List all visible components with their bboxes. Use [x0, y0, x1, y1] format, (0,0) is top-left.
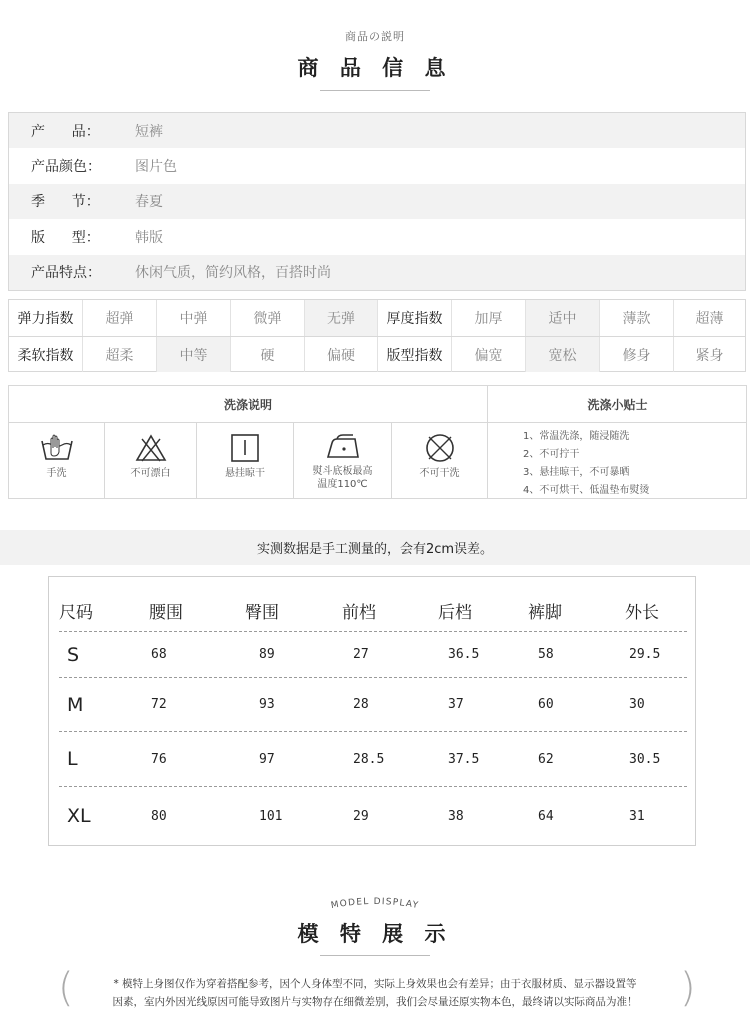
size-cell: XL [67, 805, 91, 827]
info-label: 季 节： [31, 194, 100, 211]
info-label: 版 型： [31, 229, 100, 246]
size-cell: 89 [259, 647, 275, 662]
product-info-table [8, 112, 746, 291]
size-header-cell: 后档 [438, 602, 472, 623]
disclaimer-line: 因素，室内外因光线原因可能导致图片与实物存在细微差别，我们会尽量还原实物本色，最终请以实际商品为准！ [112, 996, 638, 1008]
index-heading: 版型指数 [377, 337, 451, 372]
size-header-cell: 外长 [625, 602, 659, 623]
size-cell: 72 [151, 697, 167, 712]
size-cell: 37.5 [448, 751, 480, 767]
wash-tip: 3、悬挂晾干，不可暴晒 [523, 467, 630, 478]
size-cell: 58 [538, 647, 554, 662]
wash-icon-cell [293, 423, 391, 499]
wash-icon-label: 悬挂晾干 [225, 468, 265, 479]
section-subtitle: 商品の説明 [345, 30, 405, 43]
wash-icon-label: 手洗 [46, 468, 67, 479]
size-cell: 29 [353, 808, 369, 824]
info-value: 休闲气质，简约风格，百搭时尚 [135, 265, 331, 282]
info-row [9, 255, 745, 290]
size-cell: 64 [538, 808, 554, 824]
size-cell: 30.5 [629, 751, 661, 767]
index-option-selected: 宽松 [525, 337, 599, 372]
index-option: 超薄 [673, 300, 745, 336]
product-index-grid [8, 299, 746, 372]
index-option: 中弹 [156, 300, 230, 336]
index-option: 超柔 [82, 337, 156, 372]
title-underline [320, 90, 430, 91]
info-label: 产品特点： [31, 265, 101, 282]
info-label: 产 品： [31, 123, 100, 140]
index-option: 薄款 [599, 300, 673, 336]
size-cell: 28.5 [353, 751, 385, 767]
info-value: 韩版 [135, 229, 163, 246]
index-heading: 弹力指数 [17, 311, 74, 327]
left-bracket: ( [58, 965, 74, 1011]
right-bracket: ) [680, 965, 696, 1011]
wash-icon-cell [9, 423, 104, 499]
wash-tip: 1、常温洗涤，随浸随洗 [523, 431, 630, 442]
index-heading: 厚度指数 [377, 300, 451, 336]
hang-dry-icon [228, 433, 262, 463]
index-option: 紧身 [673, 337, 745, 372]
hand-wash-icon [40, 433, 74, 463]
size-row [59, 678, 687, 732]
size-table [48, 576, 696, 846]
info-value: 图片色 [135, 159, 177, 176]
section-header-product-info [0, 28, 750, 91]
index-option: 偏硬 [304, 337, 377, 372]
size-cell: 38 [448, 808, 464, 824]
model-display-subtitle-text: MODEL DISPLAY [330, 896, 420, 912]
size-cell: 30 [629, 697, 645, 712]
info-value: 春夏 [135, 194, 163, 211]
wash-tips-title: 洗涤小贴士 [488, 386, 747, 423]
index-option-selected: 中等 [156, 337, 230, 372]
model-display-subtitle [310, 892, 440, 914]
wash-instructions [8, 385, 747, 499]
wash-icon-label: 熨斗底板最高 [312, 466, 373, 477]
size-cell: 76 [151, 751, 167, 767]
iron-icon [325, 433, 361, 461]
wash-icon-label: 不可干洗 [419, 468, 460, 479]
index-option: 微弹 [230, 300, 304, 336]
size-header-cell: 裤脚 [528, 602, 562, 623]
size-cell: 27 [353, 647, 369, 662]
info-row [9, 148, 745, 183]
size-cell: 28 [353, 697, 369, 712]
wash-icon-cell [104, 423, 196, 499]
size-cell: 101 [259, 808, 283, 824]
wash-tip: 2、不可拧干 [523, 449, 580, 460]
size-cell: 36.5 [448, 647, 480, 662]
index-row [9, 300, 745, 336]
size-row [59, 732, 687, 787]
size-cell: 97 [259, 751, 275, 767]
index-row [9, 336, 745, 372]
size-cell: 29.5 [629, 647, 661, 662]
info-row [9, 113, 745, 148]
size-header-cell: 前档 [342, 602, 376, 623]
size-cell: 62 [538, 751, 554, 767]
model-display-title: 模 特 展 示 [297, 922, 453, 946]
size-cell: 31 [629, 808, 645, 824]
svg-text:MODEL DISPLAY [330, 897, 420, 911]
size-cell: S [67, 643, 80, 666]
index-heading: 柔软指数 [17, 347, 74, 364]
wash-icon-cell [196, 423, 293, 499]
wash-icon-label: 不可漂白 [130, 468, 171, 479]
size-header-cell: 尺码 [59, 602, 93, 623]
wash-tips-list [487, 423, 747, 499]
info-row [9, 219, 745, 254]
size-cell: 80 [151, 808, 167, 824]
title-underline [320, 955, 430, 956]
size-table-header [59, 589, 687, 632]
no-dry-clean-icon [423, 433, 457, 463]
index-option: 修身 [599, 337, 673, 372]
wash-icon-cell [391, 423, 487, 499]
info-label: 产品颜色： [31, 159, 101, 176]
info-row [9, 184, 745, 219]
section-title: 商 品 信 息 [297, 56, 453, 80]
size-cell: 68 [151, 647, 167, 662]
wash-icon-label: 温度110℃ [317, 479, 368, 490]
size-cell: M [67, 693, 84, 716]
index-option: 超弹 [82, 300, 156, 336]
measure-note: 实测数据是手工测量的，会有2cm误差。 [0, 530, 750, 565]
wash-title: 洗涤说明 [9, 386, 487, 423]
info-value: 短裤 [135, 123, 163, 140]
size-cell: L [67, 748, 78, 770]
size-header-cell: 臀围 [245, 602, 279, 623]
size-row [59, 632, 687, 678]
index-option: 加厚 [451, 300, 525, 336]
index-option-selected: 适中 [525, 300, 599, 336]
no-bleach-icon [134, 433, 168, 463]
wash-tip: 4、不可烘干、低温垫布熨烫 [523, 485, 650, 496]
disclaimer-line: * 模特上身图仅作为穿着搭配参考，因个人身体型不同，实际上身效果也会有差异；由于衣服材质、显示器设置等 [113, 978, 637, 990]
index-option-selected: 无弹 [304, 300, 377, 336]
size-cell: 93 [259, 697, 275, 712]
size-row [59, 787, 687, 845]
index-option: 偏宽 [451, 337, 525, 372]
size-header-cell: 腰围 [149, 602, 183, 623]
model-disclaimer [72, 975, 678, 1011]
size-cell: 37 [448, 697, 464, 712]
index-option: 硬 [230, 337, 304, 372]
size-cell: 60 [538, 697, 554, 712]
